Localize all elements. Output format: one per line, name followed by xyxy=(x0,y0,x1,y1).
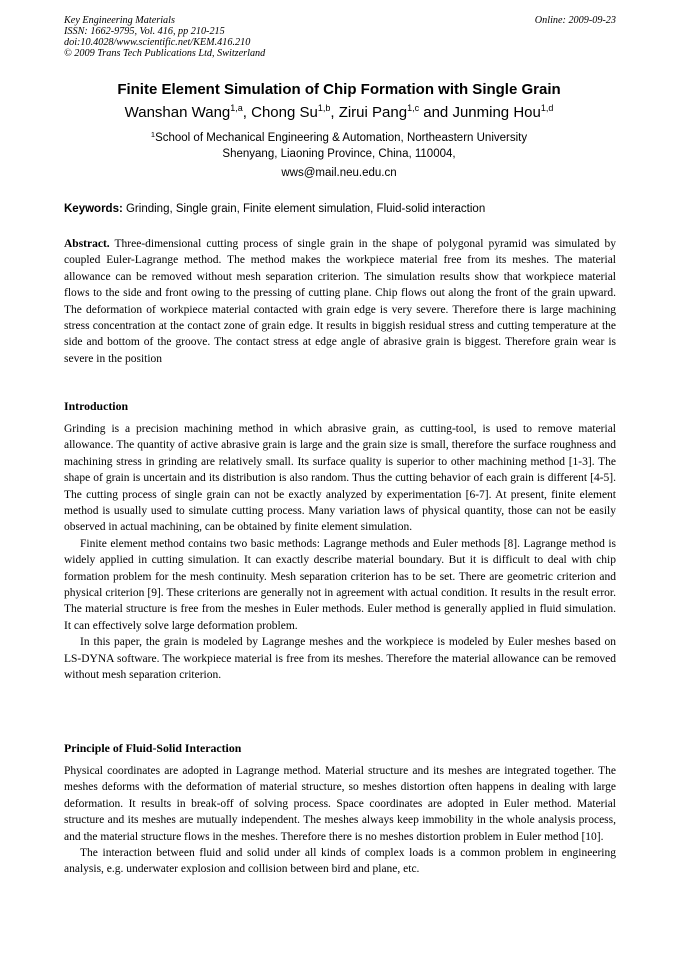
journal-issn: ISSN: 1662-9795, Vol. 416, pp 210-215 xyxy=(64,26,225,37)
journal-header xyxy=(64,15,616,59)
author-list xyxy=(0,103,678,123)
keywords-text: Grinding, Single grain, Finite element simulation, Fluid-solid interaction xyxy=(122,203,486,215)
journal-doi: doi:10.4028/www.scientific.net/KEM.416.210 xyxy=(64,37,251,48)
author-separator: , xyxy=(242,104,252,121)
author-name: Wanshan Wang xyxy=(124,104,231,121)
online-date: Online: 2009-09-23 xyxy=(534,15,616,26)
paragraph: Physical coordinates are adopted in Lagrange method. Material structure and its meshes are integrated together. The meshes deforms with the deformation of material structure, so meshes distortion often happens in dealing with large deformation. It results in break-off of solving process. Space coordinates are adopted in Euler method. Material structure and its meshes are mutually independent. The meshes always keep immobility in the whole analysis process, and the material structure flows in the meshes. Therefore there is no meshes distortion problem in Euler method [10]. xyxy=(64,765,616,843)
paragraph: Grinding is a precision machining method in which abrasive grain, as cutting-tool, is used to remove material allowance. The quantity of active abrasive grain is large and the grain size is small, therefore the surface roughness and machining stress in grinding are relatively small. Its surface quality is superior to other machining method [1-3]. The shape of grain is uncertain and its distribution is also random. Thus the cutting behavior of each grain is different [4-5]. The cutting process of single grain can not be exactly analyzed by experimentation [6-7]. At present, finite element method is usually used to simulate cutting process. Many variation laws of physical quantity, those can not be easily observed in actual machining, can be obtained by finite element simulation. xyxy=(64,423,616,534)
affiliation-superscript: 1 xyxy=(150,130,156,139)
author-name: Junming Hou xyxy=(452,104,541,121)
keywords-label: Keywords: xyxy=(64,203,123,215)
abstract-label: Abstract. xyxy=(64,238,110,250)
section-heading-introduction: Introduction xyxy=(64,399,129,413)
paragraph: The interaction between fluid and solid under all kinds of complex loads is a common problem in engineering analysis, e.g. underwater explosion and collision between bird and plane, etc. xyxy=(64,847,616,876)
author-superscript: 1,a xyxy=(230,103,243,113)
section-heading-fluid-solid: Principle of Fluid-Solid Interaction xyxy=(64,741,242,755)
keywords xyxy=(64,202,616,216)
abstract-text: Three-dimensional cutting process of single grain in the shape of polygonal pyramid was simulated by coupled Euler-Lagrange method. The method makes the workpiece material free from its meshes. The material allowance can be removed without mesh separation criterion. The simulation results show that workpiece material flows to the side and front owing to the pressing of cutting plane. Chip flows out along the front of the grain upward. The deformation of workpiece material contacted with grain edge is very severe. Therefore there is large machining stress concentration at the contact zone of grain edge. It results in biggish residual stress and cutting temperature at the side and bottom of the groove. The contact stress at edge angle of abrasive grain is biggest. Therefore grain wear is severe in the position xyxy=(64,238,616,365)
affiliation-line-2: Shenyang, Liaoning Province, China, 110004, xyxy=(222,148,456,160)
author-superscript: 1,b xyxy=(317,103,331,113)
abstract xyxy=(64,236,616,367)
author-separator: and xyxy=(419,104,453,121)
introduction-section xyxy=(64,421,616,684)
author-email: wws@mail.neu.edu.cn xyxy=(281,167,397,179)
paragraph: In this paper, the grain is modeled by Lagrange meshes and the workpiece is modeled by Euler meshes based on LS-DYNA software. The workpiece material is free from its meshes. Therefore the material allowance can be removed without mesh separation criterion. xyxy=(64,636,616,682)
paper-title: Finite Element Simulation of Chip Formation with Single Grain xyxy=(117,81,561,98)
journal-name: Key Engineering Materials xyxy=(64,15,175,26)
affiliation-line-1: School of Mechanical Engineering & Automation, Northeastern University xyxy=(155,132,528,144)
author-separator: , xyxy=(330,104,339,121)
journal-copyright: © 2009 Trans Tech Publications Ltd, Switzerland xyxy=(64,48,266,59)
author-superscript: 1,c xyxy=(407,103,420,113)
paragraph: Finite element method contains two basic methods: Lagrange methods and Euler methods [8]. Lagrange method is widely applied in cutting simulation. It can exactly describe material boundary. But it is difficult to deal with chip formation problem for the mesh continuity. Mesh separation criterion has to be set. There are geometric criterion and physical criterion [9]. These criterions are generally not in agreement with actual condition. It results in the result error. The material structure is free from the meshes in Euler methods. Euler method is generally applied in fluid simulation. It can effectively solve large deformation problem. xyxy=(64,537,616,632)
author-name: Chong Su xyxy=(251,104,318,121)
author-superscript: 1,d xyxy=(540,103,554,113)
fluid-solid-section xyxy=(64,763,616,929)
author-name: Zirui Pang xyxy=(338,104,408,121)
affiliation xyxy=(0,130,678,162)
